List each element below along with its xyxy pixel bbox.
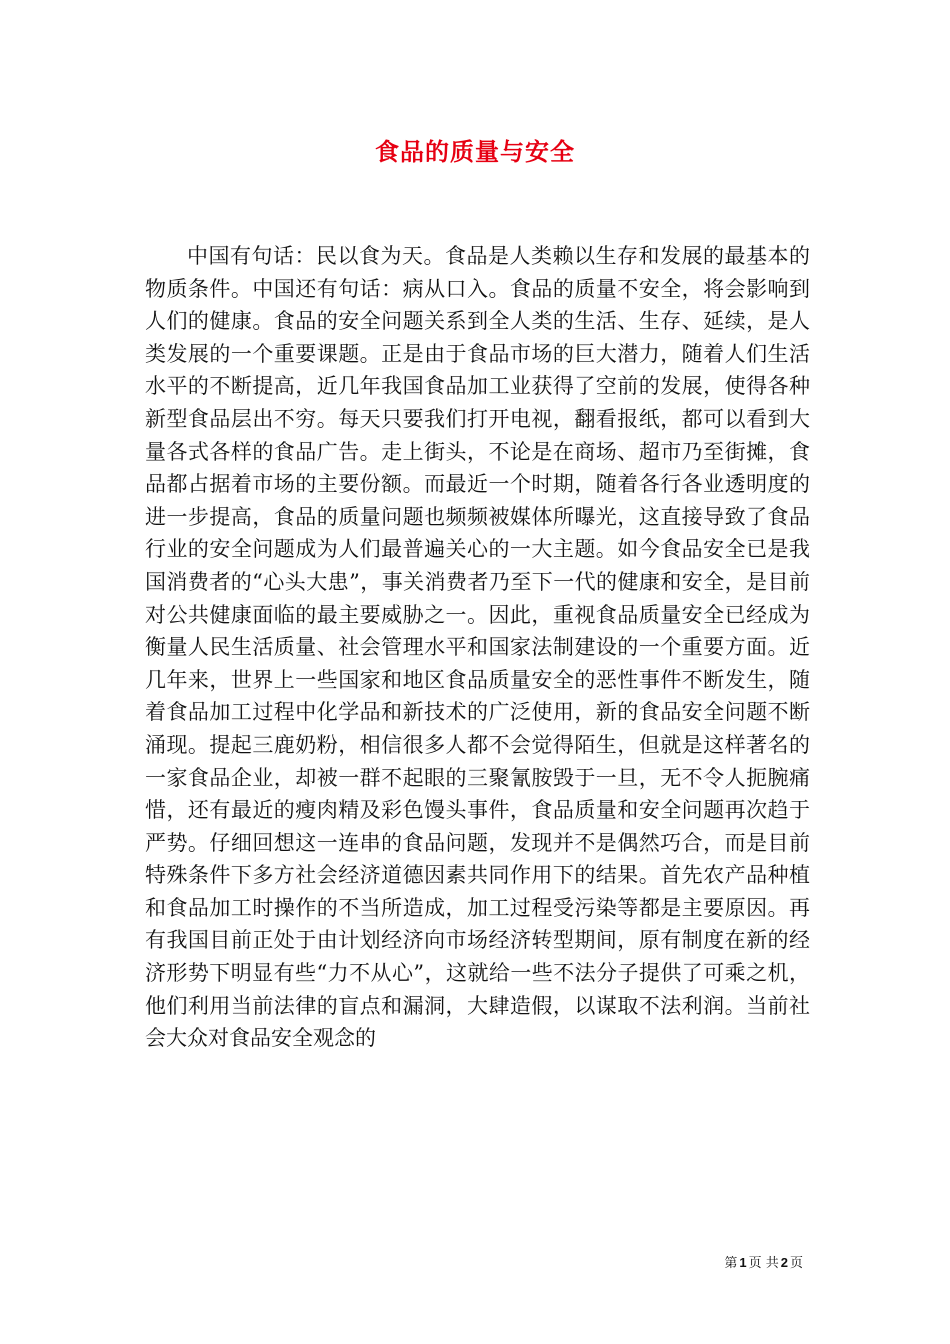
body-paragraph: 中国有句话：民以食为天。食品是人类赖以生存和发展的最基本的物质条件。中国还有句话：病从口入。食品的质量不安全，将会影响到人们的健康。食品的安全问题关系到全人类的生活、生存、延续，是人类发展的一个重要课题。正是由于食品市场的巨大潜力，随着人们生活水平的不断提高，近几年我国食品加工业获得了空前的发展，使得各种新型食品层出不穷。每天只要我们打开电视，翻看报纸，都可以看到大量各式各样的食品广告。走上街头，不论是在商场、超市乃至街摊，食品都占据着市场的主要份额。而最近一个时期，随着各行各业透明度的进一步提高，食品的质量问题也频频被媒体所曝光，这直接导致了食品行业的安全问题成为人们最普遍关心的一大主题。如今食品安全已是我国消费者的“心头大患”，事关消费者乃至下一代的健康和安全，是目前对公共健康面临的最主要威胁之一。因此，重视食品质量安全已经成为衡量人民生活质量、社会管理水平和国家法制建设的一个重要方面。近几年来，世界上一些国家和地区食品质量安全的恶性事件不断发生，随着食品加工过程中化学品和新技术的广泛使用，新的食品安全问题不断涌现。提起三鹿奶粉，相信很多人都不会觉得陌生，但就是这样著名的一家食品企业，却被一群不起眼的三聚氰胺毁于一旦，无不令人扼腕痛惜，还有最近的瘦肉精及彩色馒头事件，食品质量和安全问题再次趋于严势。仔细回想这一连串的食品问题，发现并不是偶然巧合，而是目前特殊条件下多方社会经济道德因素共同作用下的结果。首先农产品种植和食品加工时操作的不当所造成，加工过程受污染等都是主要原因。再有我国目前正处于由计划经济向市场经济转型期间，原有制度在新的经济形势下明显有些“力不从心”，这就给一些不法分子提供了可乘之机，他们利用当前法律的盲点和漏洞，大肆造假，以谋取不法利润。当前社会大众对食品安全观念的 xyxy=(145,244,810,1051)
document-title: 食品的质量与安全 xyxy=(375,137,575,166)
current-page-number: 1 xyxy=(739,1255,747,1270)
footer-suffix: 页 xyxy=(789,1256,803,1271)
footer-prefix: 第 xyxy=(724,1256,738,1271)
total-pages-number: 2 xyxy=(780,1255,788,1270)
footer-middle: 页 共 xyxy=(748,1256,779,1271)
page-footer xyxy=(724,1252,803,1271)
